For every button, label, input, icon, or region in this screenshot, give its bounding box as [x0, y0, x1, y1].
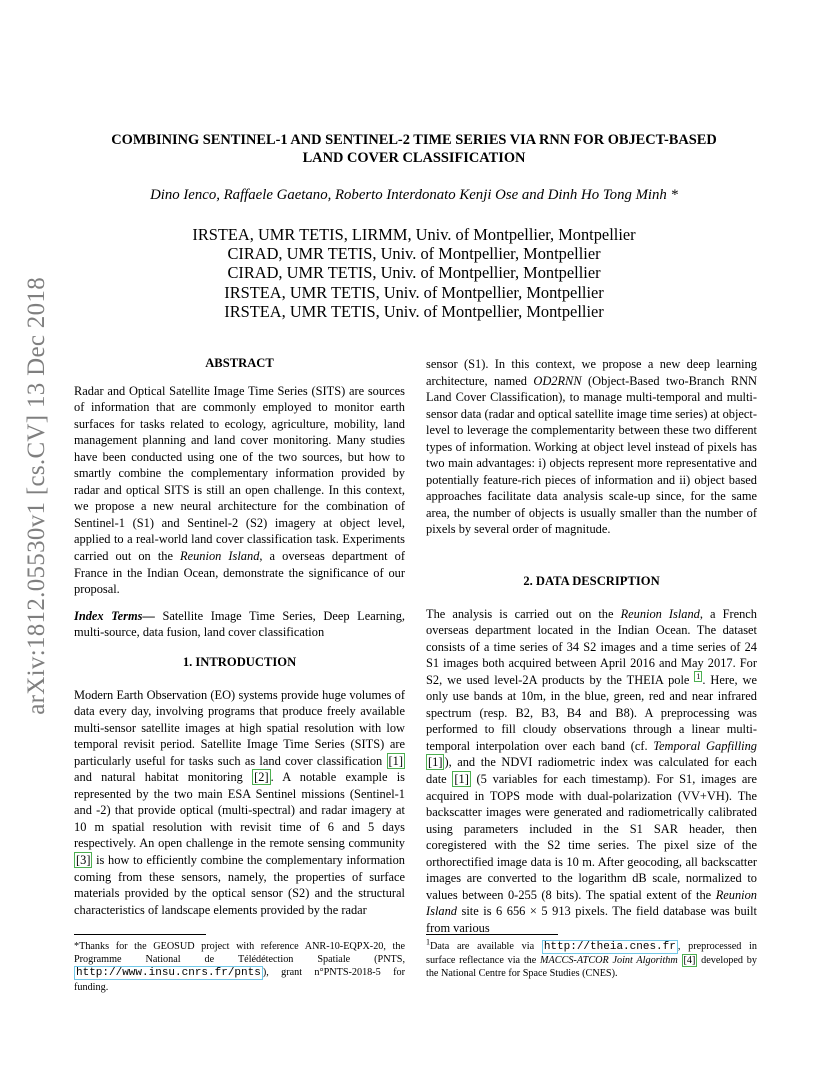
citation-link[interactable]: [4] [683, 955, 696, 967]
citation-link[interactable]: [2] [254, 770, 269, 785]
abstract-body: Radar and Optical Satellite Image Time Series (SITS) are sources of information that are commonly employed to monitor earth surfaces for tasks related to ecology, agriculture, mobility, land management planning and land cover monitoring. Many studies have been conducted using one of the two sources, but how to smartly combine the complementary information provided by radar and optical SITS is still an open challenge. In this context, we propose a new neural architecture for the combination of Sentinel-1 (S1) and Sentinel-2 (S2) imagery at object level, applied to a real-world land cover classification task. Experiments carried out on the Reunion Island, a overseas department of France in the Indian Ocean, demonstrate the significance of our proposal. [74, 383, 405, 597]
citation-link[interactable]: [1] [428, 755, 443, 770]
footnote-rule [74, 934, 206, 935]
footnote-rule [426, 934, 558, 935]
intro-heading: 1. INTRODUCTION [182, 655, 297, 669]
affiliation: IRSTEA, UMR TETIS, Univ. of Montpellier, Montpellier [224, 282, 604, 302]
pnts-url-link[interactable]: http://www.insu.cnrs.fr/pnts [76, 967, 261, 980]
citation-link[interactable]: [3] [76, 853, 91, 868]
index-terms: Index Terms— Satellite Image Time Series, Deep Learning, multi-source, data fusion, land cover classification [74, 608, 405, 640]
arxiv-stamp: arXiv:1812.05530v1 [cs.CV] 13 Dec 2018 [23, 277, 50, 715]
affiliations [0, 225, 828, 321]
title-line-2: LAND COVER CLASSIFICATION [302, 150, 526, 166]
affiliation: CIRAD, UMR TETIS, Univ. of Montpellier, Montpellier [227, 263, 601, 283]
data-body: The analysis is carried out on the Reunion Island, a French overseas department located in the Indian Ocean. The dataset consists of a time series of 34 S2 images and a time series of 24 S1 images both acquired between April 2016 and May 2017. For S2, we used level-2A products by the THEIA pole $^1$ . Here, we only use bands at 10m, in the blue, green, red and near infrared spectrum (resp. B2, B3, B4 and B8). A preprocessing was performed to fill cloudy observations through a linear multi-temporal interpolation over each band (cf. Temporal Gapfilling [1] ), and the NDVI radiometric index was calculated for each date [1] (5 variables for each timestamp). For S1, images are acquired in TOPS mode with dual-polarization (VV+VH). The backscatter images were generated and radiometrically calibrated using parameters included in the S1 SAR header, then coregistered with the S2 time series. The pixel size of the orthorectified image data is 10 m. After geocoding, all backscatter images are converted to the logarithm dB scale, normalized to values between 0-255 (8 bits). The spatial extent of the Reunion Island site is 6 656 × 5 913 pixels. The field database was built from various [426, 606, 757, 935]
citation-link[interactable]: [1] [454, 772, 469, 787]
footnote-marker[interactable]: 1 [696, 671, 701, 681]
title-line-1: COMBINING SENTINEL-1 AND SENTINEL-2 TIME SERIES VIA RNN FOR OBJECT-BASED [111, 132, 717, 148]
funding-footnote: *Thanks for the GEOSUD project with reference ANR-10-EQPX-20, the Programme National de Télédétection Spatiale (PNTS, http://www.insu.cnrs.fr/pnts ), grant n°PNTS-2018-5 for funding. [74, 941, 405, 993]
data-footnote: $^1$Data are available via http://theia.cnes.fr , preprocessed in surface reflectance via the MACCS-ATCOR Joint Algorithm [4] developed by the National Centre for Space Studies (CNES). [426, 937, 757, 980]
abstract-heading: ABSTRACT [205, 356, 274, 370]
data-heading: 2. DATA DESCRIPTION [523, 574, 660, 588]
affiliation: IRSTEA, UMR TETIS, LIRMM, Univ. of Montpellier, Montpellier [192, 225, 636, 244]
citation-link[interactable]: [1] [388, 753, 403, 768]
paper-title [0, 131, 828, 167]
affiliation: CIRAD, UMR TETIS, Univ. of Montpellier, Montpellier [227, 244, 601, 264]
author-list: Dino Ienco, Raffaele Gaetano, Roberto Interdonato Kenji Ose and Dinh Ho Tong Minh * [150, 187, 678, 203]
theia-url-link[interactable]: http://theia.cnes.fr [543, 941, 676, 953]
data-description-section [426, 573, 757, 936]
abstract-section [74, 355, 405, 641]
affiliation: IRSTEA, UMR TETIS, Univ. of Montpellier, Montpellier [224, 301, 604, 321]
intro-body: Modern Earth Observation (EO) systems provide huge volumes of data every day, involving programs that produce freely available multi-sensor satellite images at high spatial resolution with low temporal revisit period. Satellite Image Time Series (SITS) are particularly useful for tasks such as land cover classification [1] and natural habitat monitoring [2] . A notable example is represented by the two main ESA Sentinel missions (Sentinel-1 and -2) that provide optical (multi-spectral) and radar imagery at 10 m spatial resolution with revisit time of 6 and 5 days respectively. An open challenge in the remote sensing community [3] is how to efficiently combine the complementary information coming from these sensors, namely, the properties of surface materials provided by the optical sensor (S2) and the structural characteristics of landscape elements provided by the radar [74, 687, 405, 917]
intro-continued: sensor (S1). In this context, we propose a new deep learning architecture, named OD2RNN (Object-Based two-Branch RNN Land Cover Classification), to manage multi-temporal and multi-sensor data (radar and optical satellite image time series) at object-level to leverage the complementarity between these two different types of information. Working at object level instead of pixels has two main advantages: i) objects represent more representative and potentially feature-rich pieces of information and ii) object based approaches facilitate data analysis scale-up since, for the same area, the number of objects is usually smaller than the number of pixels by several order of magnitude. [426, 357, 757, 537]
introduction-section [74, 654, 405, 918]
